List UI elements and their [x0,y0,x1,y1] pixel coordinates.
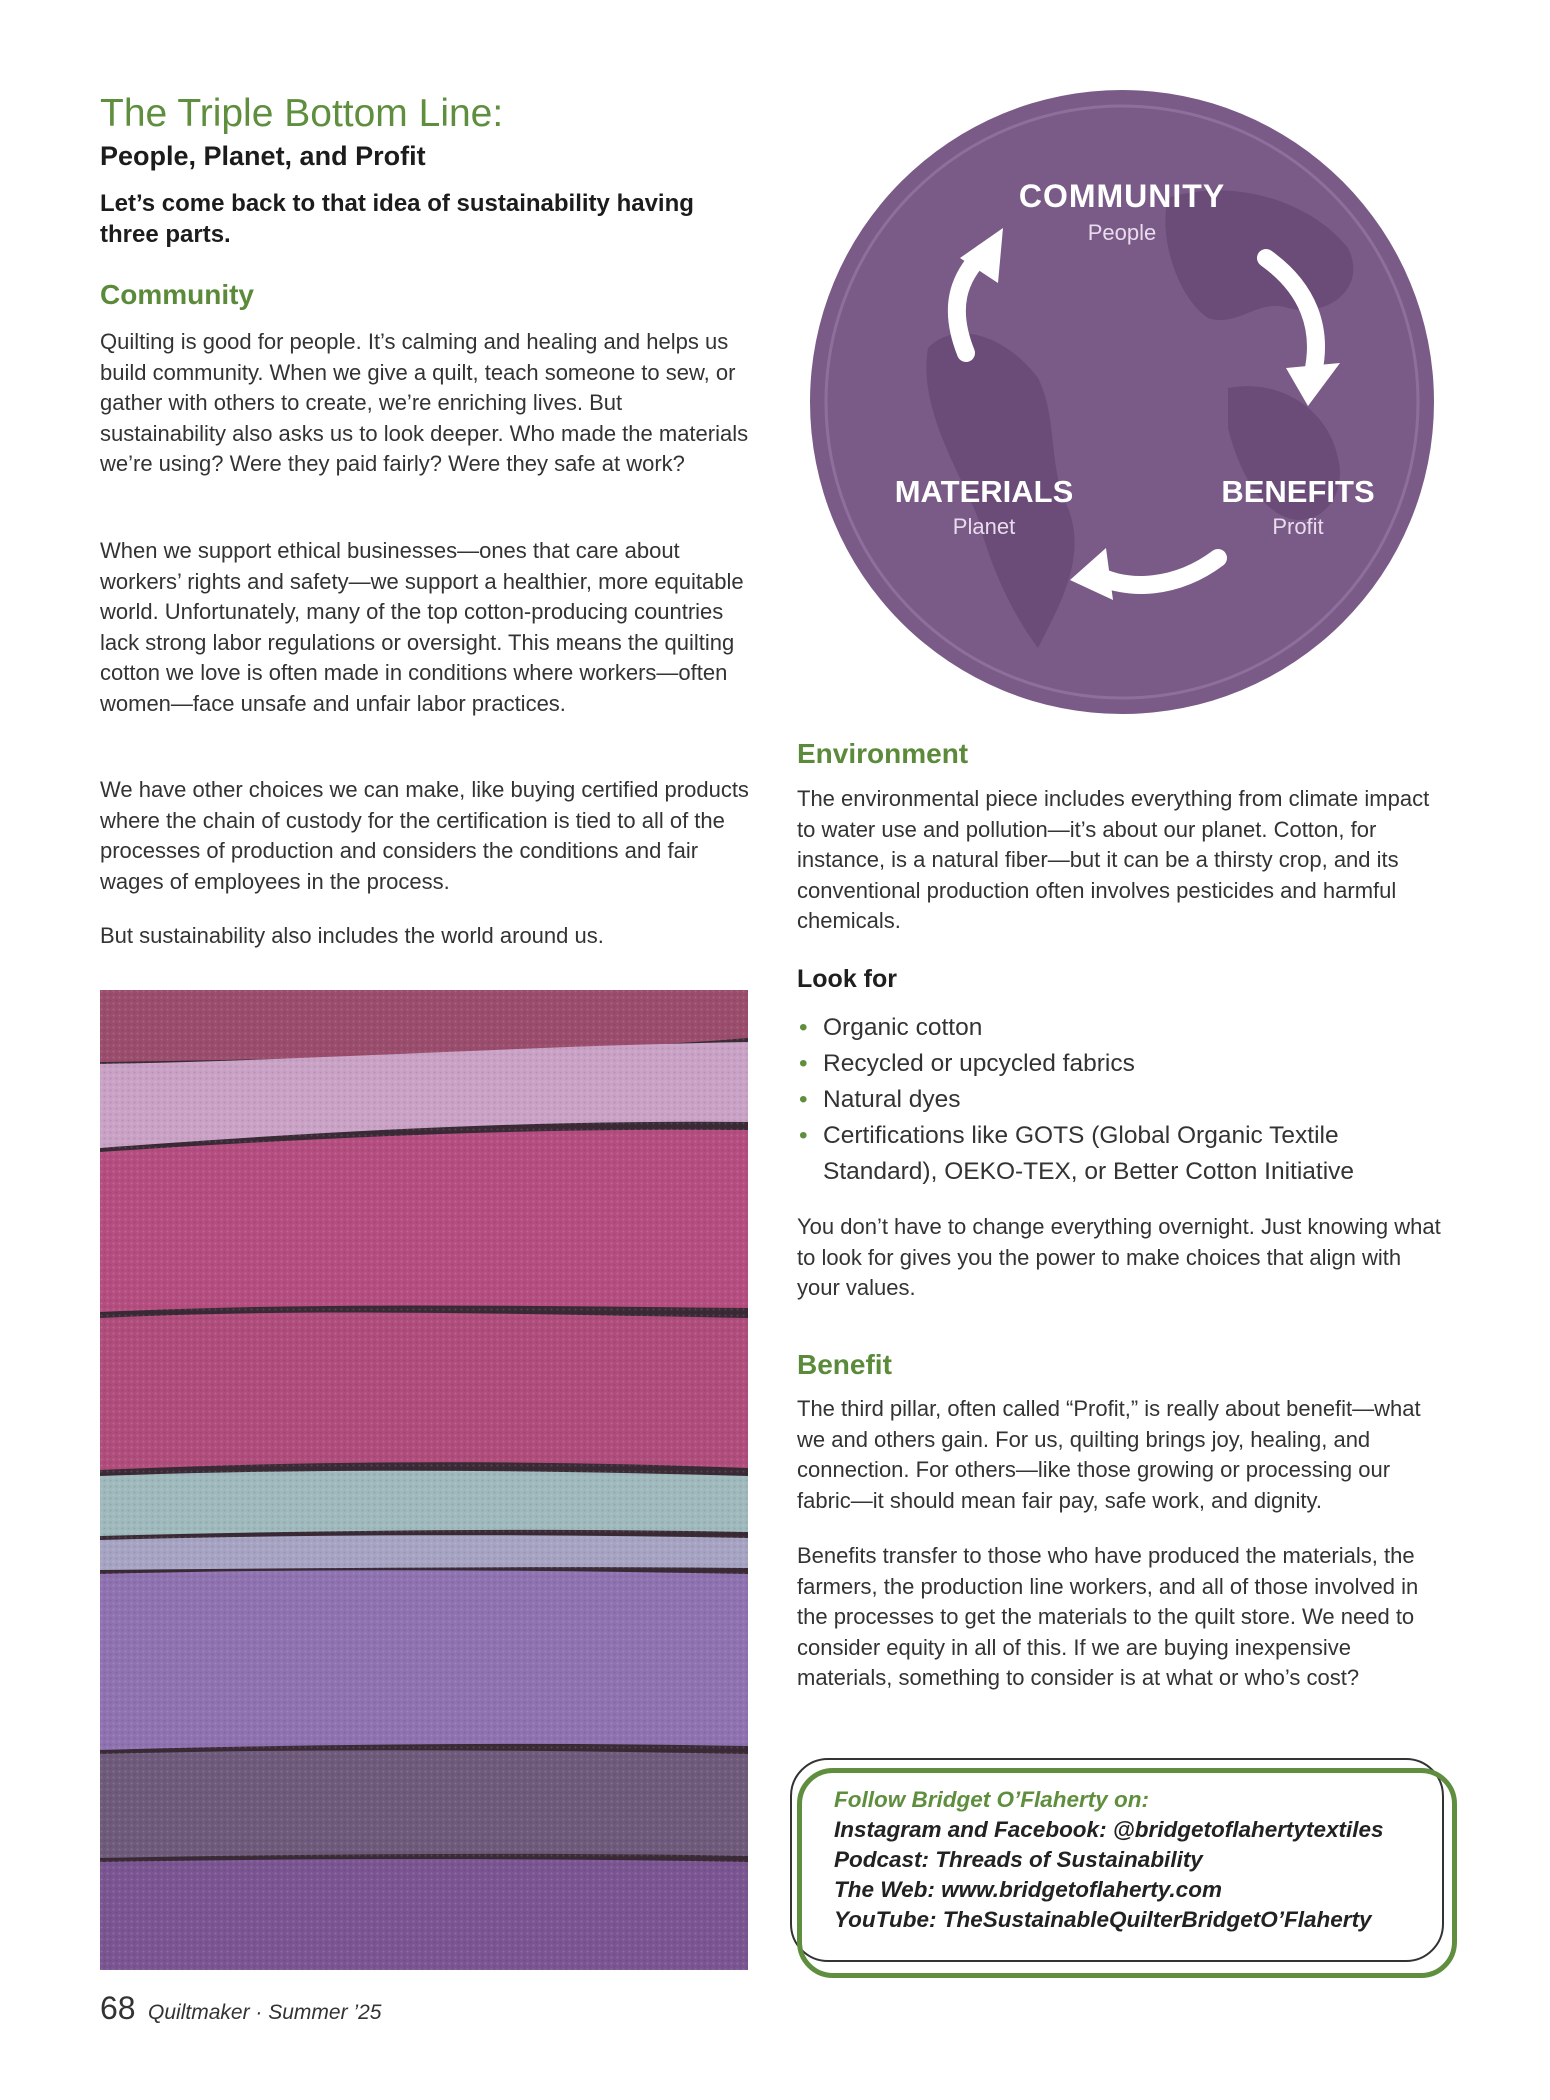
follow-web: The Web: www.bridgetoflaherty.com [834,1877,1222,1902]
environment-closing: You don’t have to change everything overnight. Just knowing what to look for gives you the power to make choices that align with your values. [797,1214,1441,1300]
community-paragraph-3: We have other choices we can make, like buying certified products where the chain of custody for the certification is tied to all of the processes of production and considers the conditions and fair wages of employees in the process. [100,777,749,894]
list-item: • Organic cotton [797,1010,1447,1046]
page-subtitle: People, Planet, and Profit [100,141,426,171]
page-title: The Triple Bottom Line: [100,92,504,135]
follow-content [834,1785,1434,1935]
page-number: 68 [100,1990,136,2026]
list-item: • Certifications like GOTS (Global Organic Textile Standard), OEKO-TEX, or Better Cotton Initiative [797,1118,1447,1190]
page-footer [100,1990,381,2027]
follow-podcast: Podcast: Threads of Sustainability [834,1847,1203,1872]
follow-youtube: YouTube: TheSustainableQuilterBridgetO’Flaherty [834,1907,1372,1932]
intro-text: Let’s come back to that idea of sustainability having three parts. [100,190,694,249]
diagram-community-sub: People [1087,220,1157,245]
benefit-heading: Benefit [797,1349,892,1380]
benefit-paragraph-1: The third pillar, often called “Profit,” is really about benefit—what we and others gain. For us, quilting brings joy, healing, and connection. For others—like those growing or processing our fabric—it should mean fair pay, safe work, and dignity. [797,1396,1421,1513]
diagram-materials-label: MATERIALS [894,474,1074,509]
look-for-list [797,1010,1447,1190]
look-for-heading: Look for [797,965,897,993]
fabric-stack-illustration [100,990,748,1970]
diagram-benefits-sub: Profit [1272,514,1324,539]
community-paragraph-4: But sustainability also includes the world around us. [100,923,604,948]
diagram-materials-sub: Planet [952,514,1016,539]
magazine-issue: Quiltmaker · Summer ’25 [148,2001,382,2024]
benefit-paragraph-2: Benefits transfer to those who have produced the materials, the farmers, the production line workers, and all of those involved in the processes to get the materials to the quilt store. We need to consider equity in all of this. If we are buying inexpensive materials, something to consider is at what or who’s cost? [797,1543,1419,1690]
community-paragraph-1: Quilting is good for people. It’s calming and healing and helps us build community. When we give a quilt, teach someone to sew, or gather with others to create, we’re enriching lives. But sustainability also asks us to look deeper. Who made the materials we’re using? Were they paid fairly? Were they safe at work? [100,329,749,476]
fabric-stack-photo [100,990,748,1970]
environment-heading: Environment [797,738,969,769]
triple-bottom-line-diagram [808,88,1436,716]
list-item: • Natural dyes [797,1082,1447,1118]
environment-paragraph: The environmental piece includes everything from climate impact to water use and pollution—it’s about our planet. Cotton, for instance, is a natural fiber—but it can be a thirsty crop, and its conventional production often involves pesticides and harmful chemicals. [797,786,1430,933]
list-item: • Recycled or upcycled fabrics [797,1046,1447,1082]
follow-instagram: Instagram and Facebook: @bridgetoflahertytextiles [834,1817,1384,1842]
diagram-benefits-label: BENEFITS [1221,474,1375,509]
follow-heading: Follow Bridget O’Flaherty on: [834,1787,1149,1812]
community-heading: Community [100,279,254,310]
community-paragraph-2: When we support ethical businesses—ones that care about workers’ rights and safety—we support a healthier, more equitable world. Unfortunately, many of the top cotton-producing countries lack strong labor regulations or oversight. This means the quilting cotton we love is often made in conditions where workers—often women—face unsafe and unfair labor practices. [100,538,744,716]
diagram-community-label: COMMUNITY [1018,178,1226,214]
